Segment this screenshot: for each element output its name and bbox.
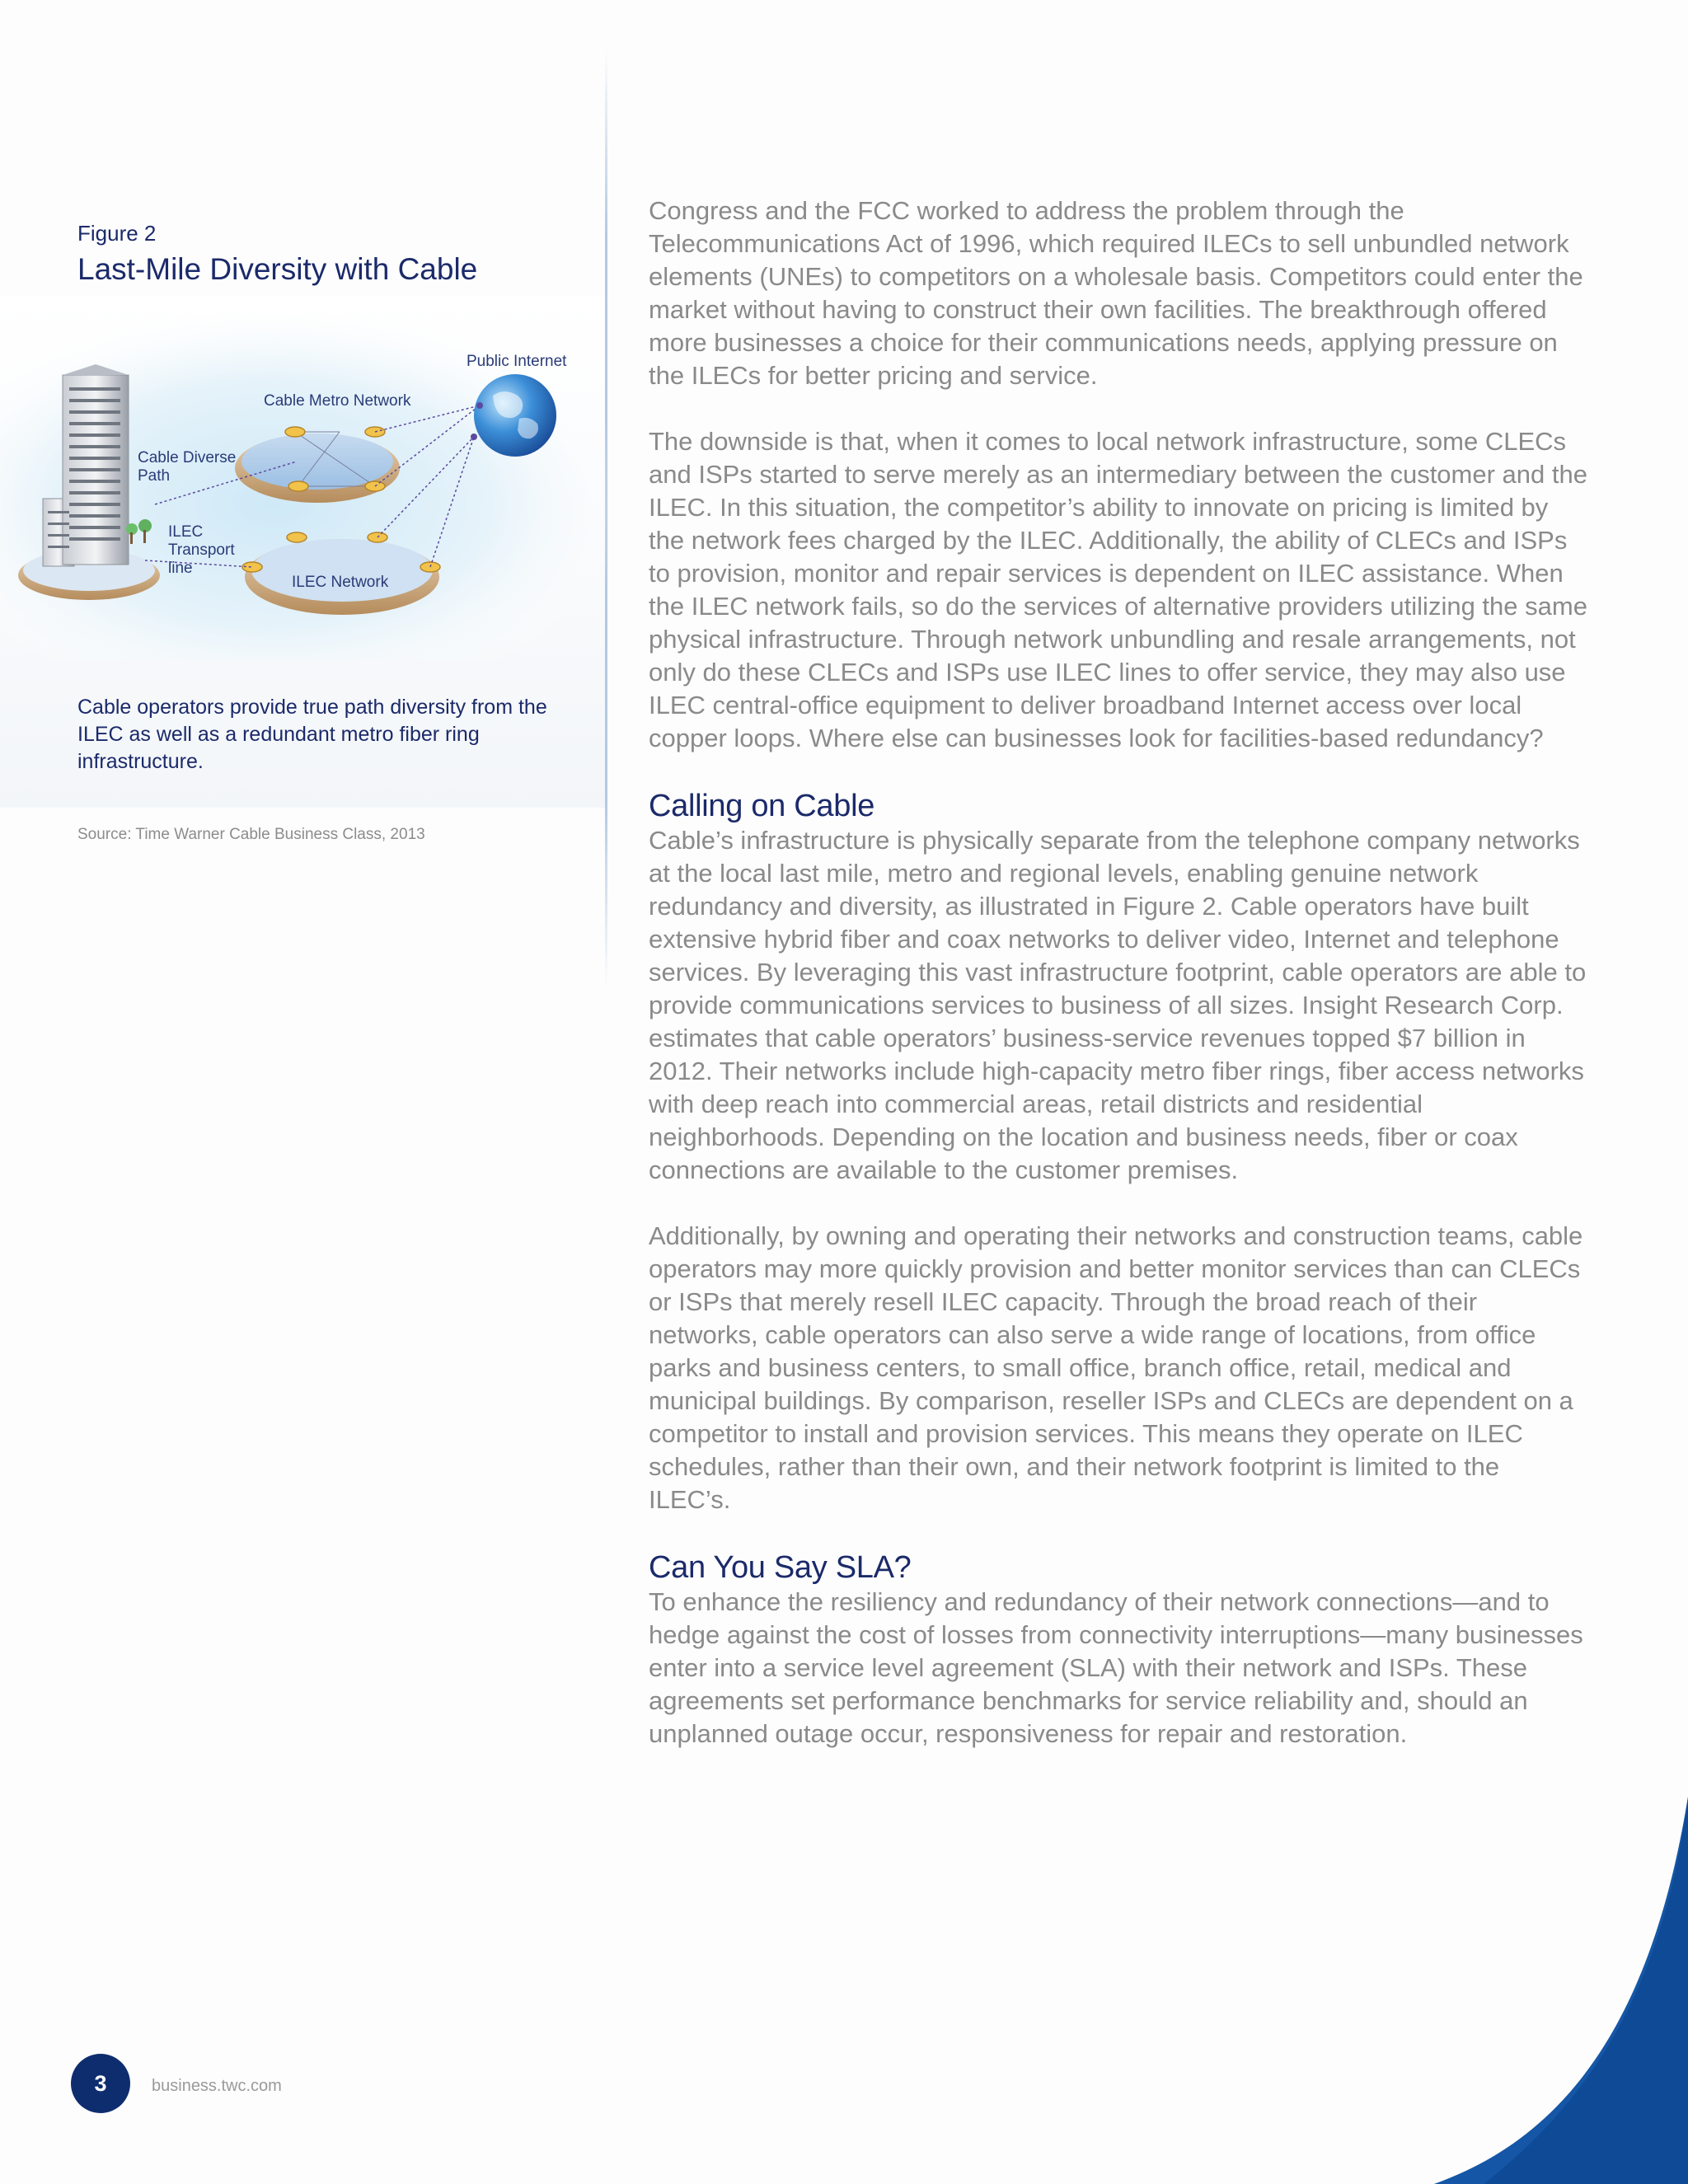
- figure-label: Figure 2: [77, 221, 157, 246]
- heading-calling-on-cable: Calling on Cable: [649, 789, 875, 823]
- label-cable-metro-network: Cable Metro Network: [264, 392, 411, 410]
- paragraph-3: Cable’s infrastructure is physically separate from the telephone company networks at the local last mile, metro and regional levels, enabling genuine network redundancy and diversity, as illustrated in Figure 2. Cable operators have built extensive hybrid fiber and coax networks to deliver video, Internet and telephone services. By leveraging this vast infrastructure footprint, cable operators are able to provide communications services to business of all sizes. Insight Research Corp. estimates that cable operators’ business-service revenues topped $7 billion in 2012. Their networks include high-capacity metro fiber rings, fiber access networks with deep reach into commercial areas, retail districts and residential neighborhoods. Depending on the location and business needs, fiber or coax connections are available to the customer premises.: [649, 826, 1587, 1184]
- label-ilec-network: ILEC Network: [292, 574, 389, 591]
- corner-swoosh-graphic: [1137, 1797, 1688, 2184]
- network-diagram: [0, 313, 607, 659]
- figure-source: Source: Time Warner Cable Business Class, 2013: [77, 826, 425, 843]
- article-body: [649, 194, 1588, 1783]
- figure-title: Last-Mile Diversity with Cable: [77, 252, 478, 286]
- label-ilec-transport-line: ILEC Transport line: [168, 523, 235, 577]
- paragraph-5: To enhance the resiliency and redundancy of their network connections—and to hedge against the cost of losses from connectivity interruptions—many businesses enter into a service level agreement (SLA) with their network and ISPs. These agreements set performance benchmarks for service reliability and, should an unplanned outage occur, responsiveness for repair and restoration.: [649, 1587, 1583, 1748]
- page-number-badge: 3: [71, 2054, 130, 2113]
- footer-url[interactable]: business.twc.com: [152, 2077, 282, 2095]
- label-cable-diverse-path: Cable Diverse Path: [138, 449, 237, 485]
- paragraph-1: Congress and the FCC worked to address the problem through the Telecommunications Act of 1996, which required ILECs to sell unbundled network elements (UNEs) to competitors on a wholesale basis. Competitors could enter the market without having to construct their own facilities. The breakthrough offered more businesses a choice for their communications needs, applying pressure on the ILECs for better pricing and service.: [649, 196, 1583, 390]
- figure-caption: Cable operators provide true path diversity from the ILEC as well as a redundant metro fiber ring infrastructure.: [77, 696, 547, 773]
- label-public-internet: Public Internet: [467, 353, 567, 370]
- paragraph-2: The downside is that, when it comes to local network infrastructure, some CLECs and ISPs started to serve merely as an intermediary between the customer and the ILEC. In this situation, the competitor’s ability to innovate on pricing is limited by the network fees charged by the ILEC. Additionally, the ability of CLECs and ISPs to provision, monitor and repair services is dependent on ILEC assistance. When the ILEC network fails, so do the services of alternative providers utilizing the same physical infrastructure. Through network unbundling and resale arrangements, not only do these CLECs and ISPs use ILEC lines to offer service, they may also use ILEC central-office equipment to deliver broadband Internet access over local copper loops. Where else can businesses look for facilities-based redundancy?: [649, 427, 1587, 752]
- heading-can-you-say-sla: Can You Say SLA?: [649, 1550, 912, 1585]
- paragraph-4: Additionally, by owning and operating their networks and construction teams, cable operators may more quickly provision and better monitor services than can CLECs or ISPs that merely resell ILEC capacity. Through the broad reach of their networks, cable operators can also serve a wide range of locations, from office parks and business centers, to small office, branch office, retail, medical and municipal buildings. By comparison, reseller ISPs and CLECs are dependent on a competitor to install and provision services. This means they operate on ILEC schedules, rather than their own, and their network footprint is limited to the ILEC’s.: [649, 1221, 1583, 1514]
